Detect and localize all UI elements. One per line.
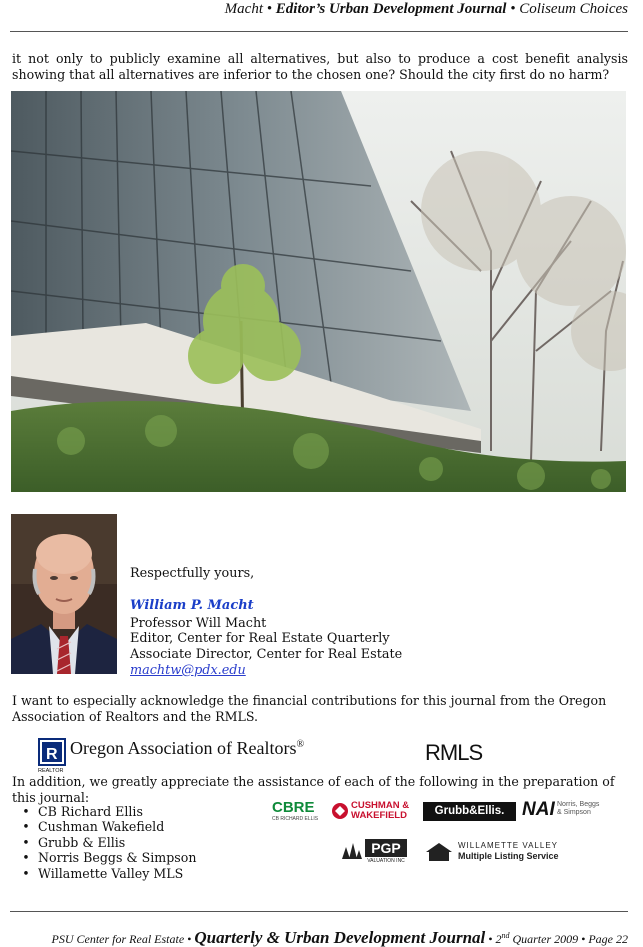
acknowledgment-paragraph: I want to especially acknowledge the financial contributions for this journal from the Oregon Association of Realtors and the RMLS. bbox=[12, 693, 607, 724]
header-rule bbox=[10, 31, 628, 32]
intro-paragraph: it not only to publicly examine all alternatives, but also to produce a cost benefit analysis showing that all alternatives are inferior to the chosen one? Should the city first do no harm? bbox=[12, 51, 628, 82]
cushman-emblem-icon bbox=[331, 802, 349, 820]
nai-logo: NAI Norris, Beggs & Simpson bbox=[522, 799, 600, 820]
signer-name: Professor Will Macht bbox=[130, 616, 267, 631]
svg-text:R: R bbox=[46, 746, 58, 763]
willamette-valley-mls-logo: WILLAMETTE VALLEY Multiple Listing Service bbox=[424, 840, 566, 864]
house-icon bbox=[424, 842, 454, 862]
running-header: Macht • Editor’s Urban Development Journal • Coliseum Choices bbox=[224, 1, 628, 17]
handwritten-signature: William P. Macht bbox=[130, 598, 254, 613]
realtor-logo bbox=[38, 738, 68, 774]
list-item: • Grubb & Ellis bbox=[14, 835, 196, 850]
signer-title-editor: Editor, Center for Real Estate Quarterly bbox=[130, 631, 390, 646]
cushman-wakefield-logo: CUSHMAN & WAKEFIELD bbox=[331, 800, 417, 822]
list-item: • Norris Beggs & Simpson bbox=[14, 850, 196, 865]
building-photo bbox=[11, 91, 626, 492]
signer-title-director: Associate Director, Center for Real Estate bbox=[130, 647, 403, 662]
pgp-valuation-logo: PGP VALUATION INC bbox=[340, 839, 408, 865]
pgp-emblem-icon bbox=[340, 841, 364, 861]
rmls-logo: RMLS bbox=[425, 740, 483, 765]
footer-journal: Quarterly & Urban Development Journal bbox=[194, 928, 486, 947]
cbre-logo: CBRE CB RICHARD ELLIS bbox=[272, 799, 319, 822]
header-journal: Editor’s Urban Development Journal bbox=[275, 1, 507, 17]
signer-email-link[interactable]: machtw@pdx.edu bbox=[130, 663, 246, 678]
firms-list bbox=[14, 804, 196, 881]
list-item: • CB Richard Ellis bbox=[14, 804, 196, 819]
list-item: • Cushman Wakefield bbox=[14, 819, 196, 834]
footer-page-number: Page 22 bbox=[588, 932, 628, 946]
header-author: Macht bbox=[224, 1, 263, 17]
list-item: • Willamette Valley MLS bbox=[14, 866, 196, 881]
footer-rule bbox=[10, 911, 628, 912]
author-portrait bbox=[11, 514, 117, 674]
footer-org: PSU Center for Real Estate bbox=[51, 932, 185, 946]
closing-text: Respectfully yours, bbox=[130, 566, 255, 581]
assistance-paragraph: In addition, we greatly appreciate the assistance of each of the following in the preparation of this journal: bbox=[12, 774, 615, 805]
realtor-badge-text: REALTOR bbox=[38, 768, 64, 774]
running-footer: PSU Center for Real Estate • Quarterly & Urban Development Journal • 2nd Quarter 2009 • Page 22 bbox=[51, 928, 628, 947]
oar-name: Oregon Association of Realtors® bbox=[70, 738, 305, 758]
grubb-ellis-logo: Grubb&Ellis. bbox=[423, 802, 516, 821]
header-section: Coliseum Choices bbox=[519, 1, 628, 17]
footer-quarter: 2nd Quarter 2009 bbox=[495, 931, 579, 946]
